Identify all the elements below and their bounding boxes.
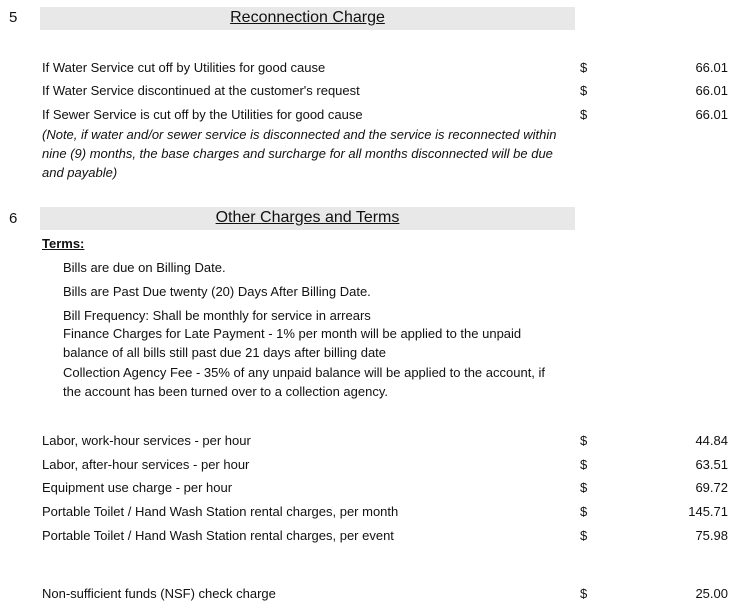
- currency-symbol: $: [580, 504, 588, 519]
- currency-symbol: $: [580, 60, 588, 75]
- terms-label: Terms:: [42, 236, 85, 251]
- reconnection-note: (Note, if water and/or sewer service is disconnected and the service is reconnected within nine (9) months, the base charges and surcharge for all months disconnected will be due and payable): [42, 127, 557, 180]
- currency-symbol: $: [580, 586, 588, 601]
- row-label: If Sewer Service is cut off by the Utilities for good cause: [42, 107, 363, 122]
- section-5-header-bar: [40, 7, 575, 30]
- currency-symbol: $: [580, 433, 588, 448]
- row-amount: 63.51: [695, 457, 728, 472]
- term-line: Bill Frequency: Shall be monthly for service in arrears: [63, 308, 371, 323]
- row-label: Equipment use charge - per hour: [42, 480, 233, 495]
- row-amount: 44.84: [695, 433, 728, 448]
- currency-symbol: $: [580, 83, 588, 98]
- term-line: balance of all bills still past due 21 days after billing date: [63, 345, 387, 360]
- row-amount: 75.98: [695, 528, 728, 543]
- term-line: Bills are due on Billing Date.: [63, 260, 226, 275]
- section-5-title: Reconnection Charge: [230, 9, 385, 26]
- row-amount: 66.01: [695, 107, 728, 122]
- row-label: Portable Toilet / Hand Wash Station rental charges, per event: [42, 528, 394, 543]
- row-label: Portable Toilet / Hand Wash Station rental charges, per month: [42, 504, 399, 519]
- currency-symbol: $: [580, 457, 588, 472]
- term-line: the account has been turned over to a collection agency.: [63, 384, 388, 399]
- section-6-title: Other Charges and Terms: [215, 209, 400, 226]
- section-5-number: 5: [9, 9, 18, 26]
- section-6-number: 6: [9, 210, 18, 227]
- currency-symbol: $: [580, 107, 588, 122]
- row-amount: 69.72: [695, 480, 728, 495]
- currency-symbol: $: [580, 480, 588, 495]
- row-label: Labor, after-hour services - per hour: [42, 457, 250, 472]
- currency-symbol: $: [580, 528, 588, 543]
- row-amount: 145.71: [688, 504, 728, 519]
- row-amount: 66.01: [695, 83, 728, 98]
- row-label: If Water Service cut off by Utilities for good cause: [42, 60, 326, 75]
- term-line: Collection Agency Fee - 35% of any unpaid balance will be applied to the account, if: [63, 365, 546, 380]
- row-label: Labor, work-hour services - per hour: [42, 433, 251, 448]
- row-amount: 66.01: [695, 60, 728, 75]
- row-label: Non-sufficient funds (NSF) check charge: [42, 586, 276, 601]
- row-label: If Water Service discontinued at the customer's request: [42, 83, 360, 98]
- term-line: Finance Charges for Late Payment - 1% per month will be applied to the unpaid: [63, 326, 522, 341]
- term-line: Bills are Past Due twenty (20) Days After Billing Date.: [63, 284, 371, 299]
- section-6-header-bar: [40, 207, 575, 230]
- row-amount: 25.00: [695, 586, 728, 601]
